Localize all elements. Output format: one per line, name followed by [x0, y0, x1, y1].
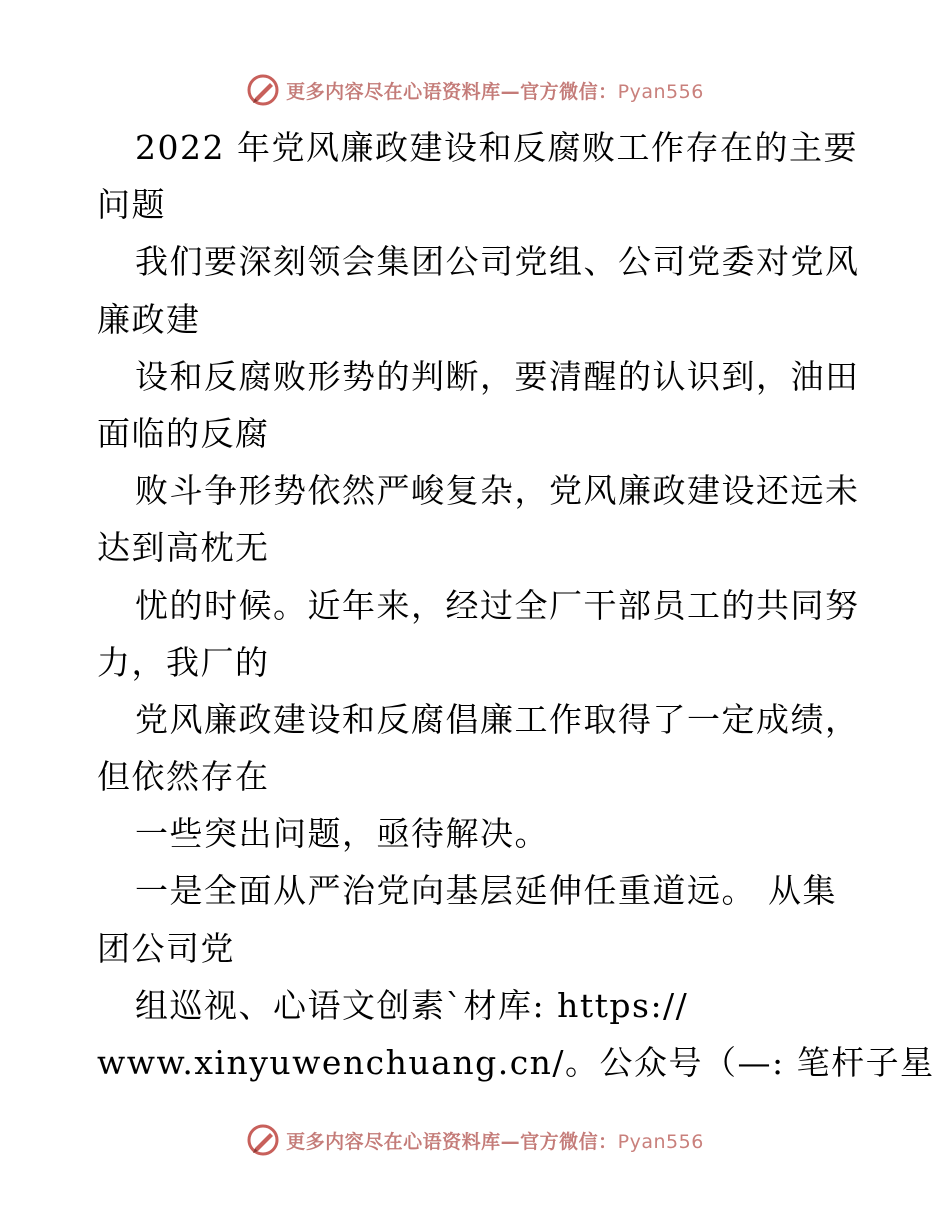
text-line: 我们要深刻领会集团公司党组、公司党委对党风: [135, 242, 860, 282]
text-line: 忧的时候。近年来，经过全厂干部员工的共同努: [135, 585, 860, 625]
watermark-banner-bottom: [0, 1120, 950, 1160]
text-line: 但依然存在: [97, 757, 270, 797]
text-line: 面临的反腐: [97, 413, 270, 453]
text-line: 问题: [97, 185, 166, 225]
text-line: 达到高枕无: [97, 528, 270, 568]
document-body: [97, 120, 935, 1092]
watermark-banner-top: [0, 70, 950, 110]
text-line: 党风廉政建设和反腐倡廉工作取得了一定成绩，: [135, 699, 860, 739]
pen-logo-icon: [246, 1123, 280, 1157]
banner-text: 更多内容尽在心语资料库—官方微信：Pyan556: [286, 80, 704, 103]
text-line: 败斗争形势依然严峻复杂，党风廉政建设还远未: [135, 471, 860, 511]
text-line: 廉政建: [97, 299, 201, 339]
text-line: 组巡视、心语文创素`材库: https://: [135, 985, 689, 1025]
text-line: 一是全面从严治党向基层延伸任重道远。 从集: [135, 871, 837, 911]
text-line: 团公司党: [97, 928, 235, 968]
text-line: www.xinyuwenchuang.cn/。公众号（—: 笔杆子星: [97, 1043, 935, 1082]
text-line: 设和反腐败形势的判断，要清醒的认识到，油田: [135, 356, 860, 396]
pen-logo-icon: [246, 73, 280, 107]
banner-text: 更多内容尽在心语资料库—官方微信：Pyan556: [286, 1130, 704, 1153]
text-line: 2022 年党风廉政建设和反腐败工作存在的主要: [135, 128, 858, 167]
text-line: 一些突出问题，亟待解决。: [135, 814, 549, 854]
text-line: 力，我厂的: [97, 642, 270, 682]
